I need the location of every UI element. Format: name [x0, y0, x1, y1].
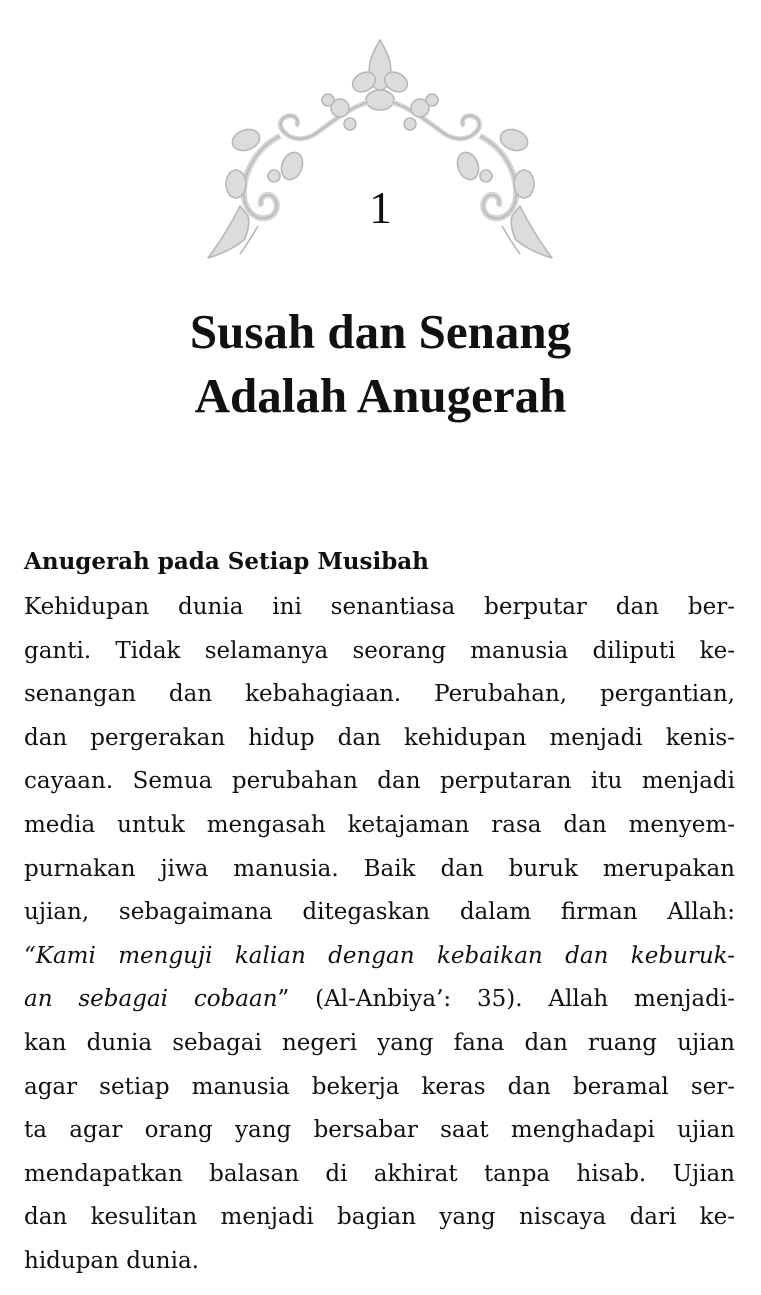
- line-text: Kehidupan dunia ini senantiasa berputar dan ber-: [24, 594, 735, 620]
- chapter-title-line-2: Adalah Anugerah: [194, 368, 567, 423]
- body-paragraph: [24, 586, 735, 1284]
- chapter-title-line-1: Susah dan Senang: [189, 304, 572, 359]
- paragraph-line: [24, 673, 735, 717]
- paragraph-line: [24, 891, 735, 935]
- line-text: mendapatkan balasan di akhirat tanpa hisab. Ujian: [24, 1160, 735, 1187]
- quote-text: an sebagai cobaan: [24, 986, 278, 1013]
- paragraph-line: [24, 717, 735, 761]
- line-text: media untuk mengasah ketajaman rasa dan menyem-: [24, 811, 735, 838]
- line-text: dan pergerakan hidup dan kehidupan menjadi kenis-: [24, 724, 735, 751]
- line-text: ” (Al-Anbiya’: 35). Allah menjadi-: [277, 986, 735, 1013]
- paragraph-line: [24, 1022, 735, 1066]
- paragraph-line: [24, 630, 735, 674]
- paragraph-line: [24, 1153, 735, 1197]
- line-text: ganti. Tidak selamanya seorang manusia diliputi ke-: [24, 637, 735, 664]
- paragraph-line: [24, 586, 735, 630]
- paragraph-line: [24, 1066, 735, 1110]
- line-text: ujian, sebagaimana ditegaskan dalam firman Allah:: [24, 899, 735, 926]
- line-text: purnakan jiwa manusia. Baik dan buruk merupakan: [24, 855, 735, 882]
- paragraph-line-quote: [24, 935, 735, 979]
- quote-text: “Kami menguji kalian dengan kebaikan dan keburuk-: [24, 942, 735, 969]
- section-heading: Anugerah pada Setiap Musibah: [24, 548, 429, 575]
- paragraph-line: [24, 760, 735, 804]
- chapter-number: 1: [369, 182, 392, 233]
- chapter-title: [0, 300, 761, 428]
- paragraph-line-last: [24, 1240, 735, 1284]
- line-text: dan kesulitan menjadi bagian yang niscaya dari ke-: [24, 1204, 735, 1231]
- line-text: ta agar orang yang bersabar saat menghadapi ujian: [24, 1117, 735, 1144]
- paragraph-line: [24, 1196, 735, 1240]
- paragraph-line: [24, 848, 735, 892]
- line-text: agar setiap manusia bekerja keras dan beramal ser-: [24, 1073, 735, 1100]
- paragraph-line: [24, 804, 735, 848]
- paragraph-line-quote-end: [24, 978, 735, 1022]
- line-text: hidupan dunia.: [24, 1247, 199, 1274]
- paragraph-line: [24, 1109, 735, 1153]
- line-text: cayaan. Semua perubahan dan perputaran itu menjadi: [24, 768, 735, 795]
- line-text: kan dunia sebagai negeri yang fana dan ruang ujian: [24, 1029, 735, 1056]
- line-text: senangan dan kebahagiaan. Perubahan, pergantian,: [24, 681, 735, 708]
